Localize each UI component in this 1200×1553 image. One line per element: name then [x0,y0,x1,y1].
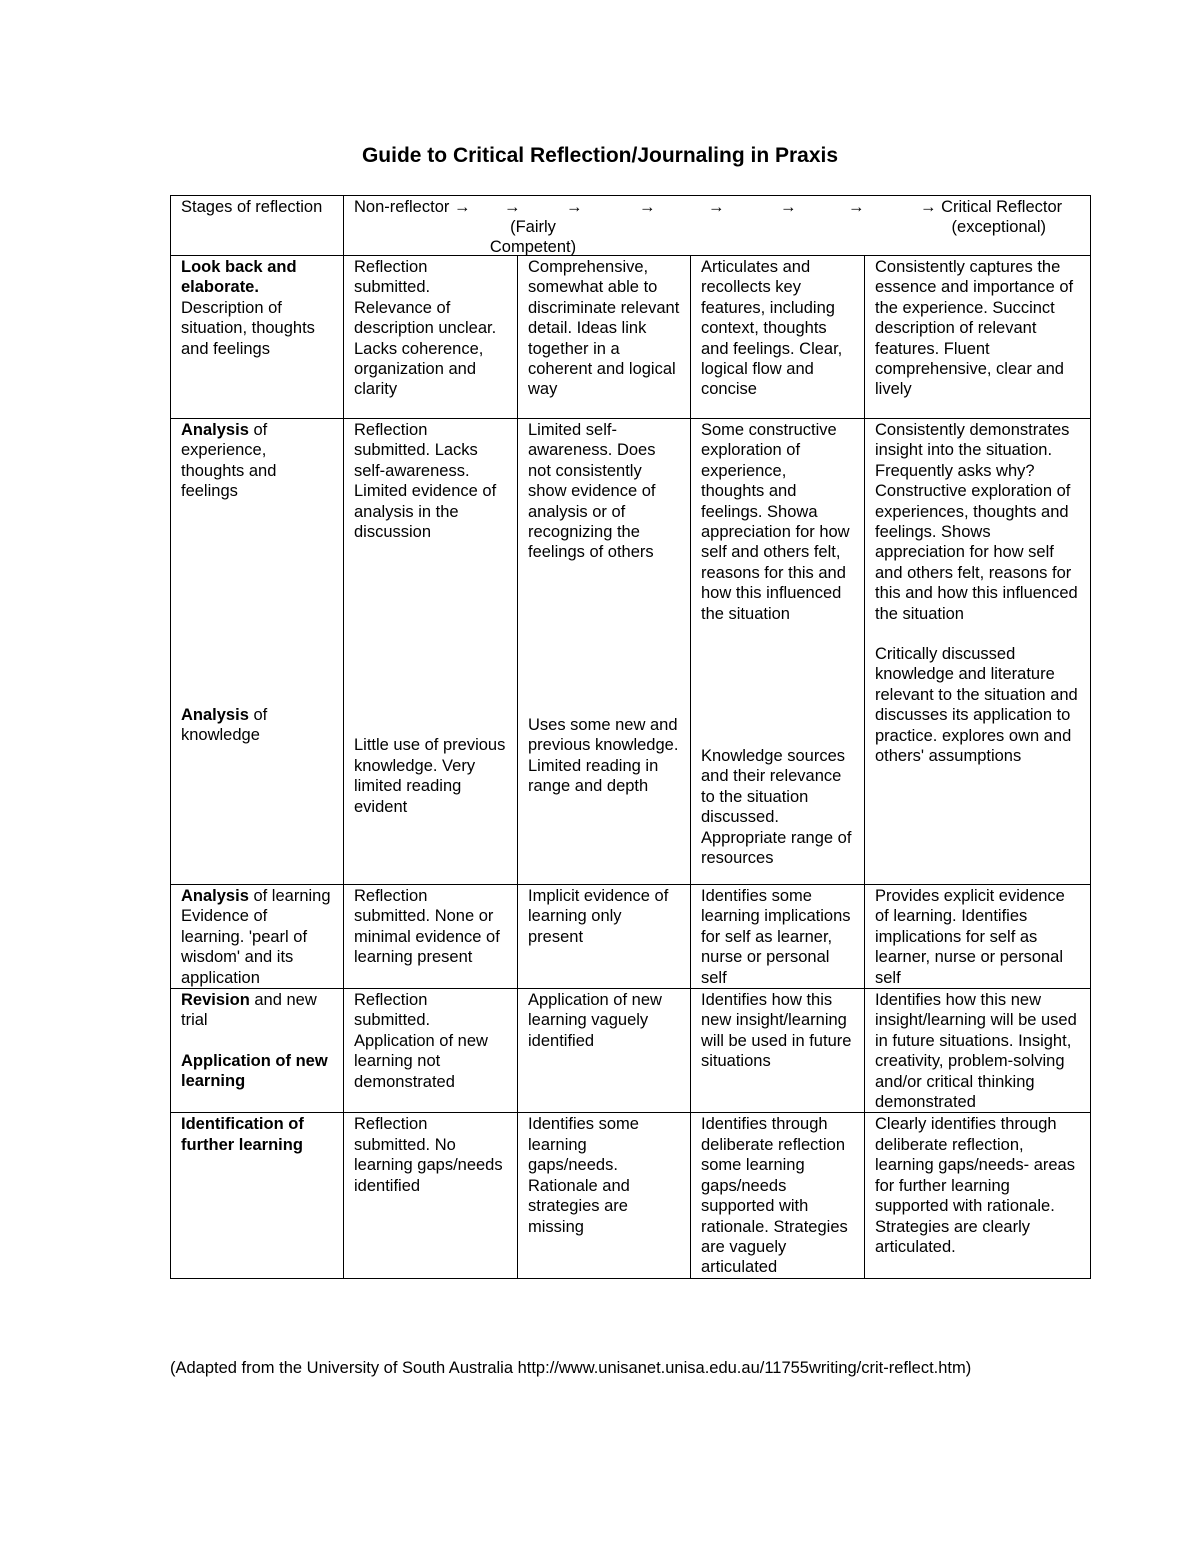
stage-cell [171,885,344,989]
reflection-rubric-table [170,195,1091,1279]
stage-title: Analysis [181,421,249,439]
rubric-cell: Comprehensive, somewhat able to discriminate relevant detail. Ideas link together in a coherent and logical way [518,256,691,419]
arrow-icon: → [708,198,725,216]
rubric-cell: Identifies some learning implications for self as learner, nurse or personal self [691,885,865,989]
stage-description: Description of situation, thoughts and feelings [181,298,315,358]
stage-title: Identification of further learning [181,1115,304,1154]
scale-end-sublabel: (exceptional) [951,218,1046,236]
arrow-icon: → [566,198,583,216]
arrow-icon: → [453,198,471,216]
table-row [171,419,1091,885]
scale-header-cell [344,196,1091,256]
arrow-icon: → [639,198,656,216]
rubric-text: Critically discussed knowledge and literature relevant to the situation and discusses its application to practice. explores own and others' assumptions [875,645,1078,766]
header-row [171,196,1091,256]
arrow-icon: → [780,198,797,216]
stages-header-cell [171,196,344,256]
stage-cell [171,989,344,1113]
stages-header-label: Stages of reflection [181,198,323,216]
rubric-text: Limited self-awareness. Does not consistently show evidence of analysis or of recognizing the feelings of others [528,421,656,562]
rubric-cell: Consistently captures the essence and importance of the experience. Succinct description of relevant features. Fluent comprehensive, clear and lively [865,256,1091,419]
source-footnote: (Adapted from the University of South Australia http://www.unisanet.unisa.edu.au/11755writing/crit-reflect.htm) [170,1359,972,1377]
rubric-text: Consistently demonstrates insight into the situation. Frequently asks why? Constructive exploration of experiences, thoughts and feelings. Shows appreciation for how self and others felt, reasons for this and how this influenced the situation [875,421,1078,623]
rubric-cell: Reflection submitted. None or minimal evidence of learning present [344,885,518,989]
rubric-cell: Identifies some learning gaps/needs. Rationale and strategies are missing [518,1113,691,1278]
scale-start-label: Non-reflector [354,198,450,216]
rubric-text: Uses some new and previous knowledge. Limited reading in range and depth [528,715,679,796]
page-title: Guide to Critical Reflection/Journaling in Praxis [361,144,839,167]
stage-title: Look back and elaborate. [181,258,297,297]
rubric-cell [518,419,691,885]
rubric-text: Knowledge sources and their relevance to the situation discussed. Appropriate range of resources [701,747,852,868]
rubric-cell: Implicit evidence of learning only present [518,885,691,989]
stage-description: of knowledge [181,705,268,745]
stage-cell [171,256,344,419]
arrow-icon: → [848,198,865,216]
rubric-cell [344,419,518,885]
rubric-cell: Identifies how this new insight/learning will be used in future situations [691,989,865,1113]
table-row [171,256,1091,419]
scale-end-label: Critical Reflector [941,198,1063,216]
stage-description: of learning Evidence of learning. 'pearl of wisdom' and its application [181,887,331,987]
table-row [171,885,1091,989]
table-row [171,989,1091,1113]
stage-title: Analysis [181,705,249,724]
stage-description: and new trial [181,991,317,1030]
rubric-cell: Provides explicit evidence of learning. Identifies implications for self as learner, nurse or personal self [865,885,1091,989]
rubric-cell: Application of new learning vaguely identified [518,989,691,1113]
rubric-cell: Reflection submitted. Application of new learning not demonstrated [344,989,518,1113]
rubric-text: Some constructive exploration of experience, thoughts and feelings. Showa appreciation for how self and others felt, reasons for this and how this influenced the situation [701,421,850,623]
rubric-cell: Identifies through deliberate reflection some learning gaps/needs supported with rationale. Strategies are vaguely articulated [691,1113,865,1278]
stage-description: of experience, thoughts and feelings [181,421,277,501]
rubric-cell: Reflection submitted. No learning gaps/needs identified [344,1113,518,1278]
scale-mid-label: (Fairly Competent) [489,218,577,256]
rubric-text: Reflection submitted. Lacks self-awareness. Limited evidence of analysis in the discussion [354,421,497,542]
table-row [171,1113,1091,1278]
rubric-cell [691,419,865,885]
arrow-icon: → [920,198,937,216]
stage-cell [171,1113,344,1278]
rubric-cell: Reflection submitted. Relevance of description unclear. Lacks coherence, organization and clarity [344,256,518,419]
arrow-icon: → [504,198,521,216]
stage-title: Analysis [181,887,249,905]
rubric-cell: Clearly identifies through deliberate reflection, learning gaps/needs- areas for further learning supported with rationale. Strategies are clearly articulated. [865,1113,1091,1278]
stage-title: Application of new learning [181,1051,328,1091]
rubric-cell: Articulates and recollects key features, including context, thoughts and feelings. Clear, logical flow and concise [691,256,865,419]
rubric-text: Little use of previous knowledge. Very limited reading evident [354,736,506,816]
rubric-cell: Identifies how this new insight/learning will be used in future situations. Insight, creativity, problem-solving and/or critical thinking demonstrated [865,989,1091,1113]
stage-cell [171,419,344,885]
stage-title: Revision [181,991,250,1010]
rubric-cell [865,419,1091,885]
